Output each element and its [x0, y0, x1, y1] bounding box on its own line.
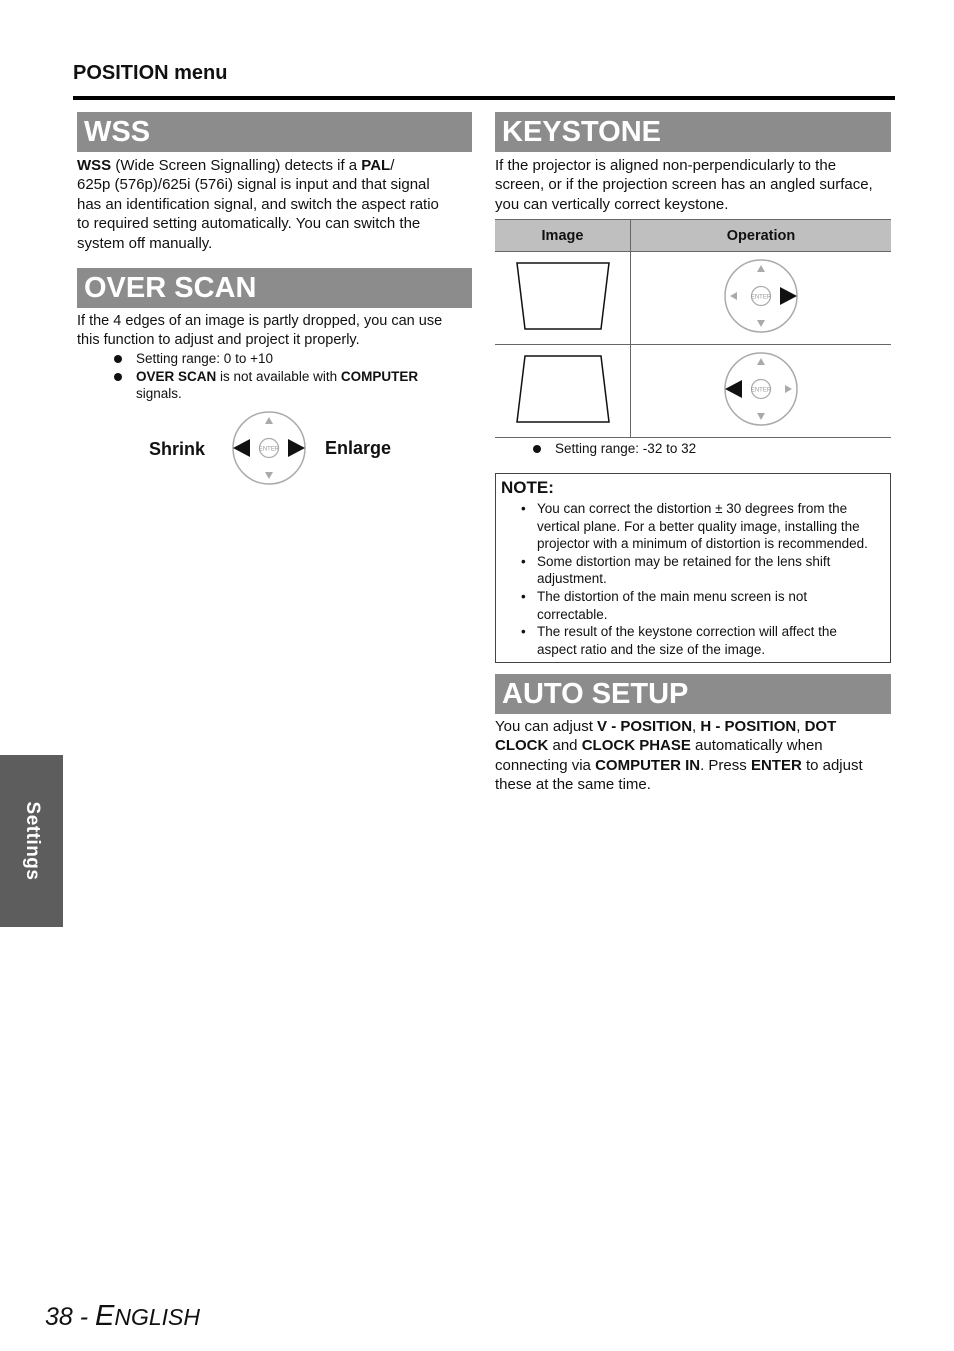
bullet-dot-icon — [533, 445, 541, 453]
list-item: • The distortion of the main menu screen is not correctable. — [521, 588, 808, 622]
over-scan-section-title: OVER SCAN — [77, 268, 472, 308]
keystone-section-title: KEYSTONE — [495, 112, 891, 152]
page-number: 38 - — [45, 1303, 96, 1331]
note-title: NOTE: — [501, 478, 554, 497]
note-item: The distortion of the main menu screen is not correctable. — [537, 588, 808, 622]
note-item: The result of the keystone correction will affect the aspect ratio and the size of the image. — [537, 624, 837, 657]
list-item: • Some distortion may be retained for the lens shift adjustment. — [521, 553, 831, 587]
wss-description: WSS (Wide Screen Signalling) detects if a PAL/ 625p (576p)/625i (576i) signal is input and that signal has an identification signal, and switch the aspect ratio to required setting automatically. You can switch the system off manually. — [77, 157, 439, 252]
over-scan-range: Setting range: 0 to +10 — [136, 351, 273, 366]
svg-text:ENTER: ENTER — [750, 294, 772, 300]
bullet-dot-icon — [114, 373, 122, 381]
keystone-table — [495, 219, 891, 438]
list-item — [114, 350, 464, 368]
keystone-image-top-wide — [495, 252, 631, 345]
column-header-image: Image — [495, 220, 631, 252]
enlarge-label: Enlarge — [325, 438, 392, 458]
settings-side-tab — [0, 755, 63, 927]
table-header-row — [495, 220, 891, 252]
bold-term: V - POSITION — [597, 718, 693, 735]
bullet-dot-icon — [114, 355, 122, 363]
list-item: • The result of the keystone correction will affect the aspect ratio and the size of the image. — [521, 624, 837, 657]
auto-setup-section-title: AUTO SETUP — [495, 674, 891, 714]
trapezoid-bottom-wide-icon — [513, 352, 613, 426]
trapezoid-top-wide-icon — [513, 259, 613, 333]
keystone-intro: If the projector is aligned non-perpendicularly to the screen, or if the projection screen has an angled surface, you can vertically correct keystone. — [495, 157, 873, 213]
wss-section-title: WSS — [77, 112, 472, 152]
footer-lang-initial: E — [95, 1300, 115, 1332]
table-row — [495, 252, 891, 345]
enter-dpad-left-icon — [718, 349, 804, 429]
footer-lang-rest: NGLISH — [114, 1304, 201, 1330]
auto-setup-description: You can adjust V - POSITION, H - POSITION, DOT CLOCK and CLOCK PHASE automatically when connecting via COMPUTER IN. Press ENTER to adjust these at the same time. — [495, 718, 863, 794]
list-item: • You can correct the distortion ± 30 degrees from the vertical plane. For a better quality image, installing the projector with a minimum of distortion is recommended. — [521, 501, 868, 552]
bold-term: CLOCK PHASE — [581, 737, 691, 755]
enter-dpad-icon — [226, 408, 312, 493]
note-item: You can correct the distortion ± 30 degrees from the vertical plane. For a better quality image, installing the projector with a minimum of distortion is recommended. — [537, 501, 868, 552]
svg-text:ENTER: ENTER — [750, 387, 772, 393]
page-footer — [45, 1300, 200, 1333]
bold-term: H - POSITION — [700, 718, 797, 735]
over-scan-intro: If the 4 edges of an image is partly dropped, you can use this function to adjust and project it properly. — [77, 313, 443, 349]
column-header-operation: Operation — [631, 220, 892, 252]
over-scan-bullets — [114, 350, 464, 403]
note-box — [495, 473, 891, 663]
bold-term: COMPUTER — [340, 368, 419, 384]
keystone-image-bottom-wide — [495, 345, 631, 438]
side-tab-label: Settings — [21, 801, 43, 881]
over-scan-note: OVER SCAN is not available with COMPUTER signals. — [136, 368, 419, 401]
bold-term: COMPUTER IN — [595, 756, 701, 774]
page-header-title: POSITION menu — [73, 62, 228, 84]
bold-term: PAL — [361, 157, 391, 174]
bold-term: OVER SCAN — [136, 368, 217, 384]
bold-term: DOT CLOCK — [495, 718, 837, 755]
keystone-operation-right — [631, 252, 892, 345]
keystone-bullets — [533, 440, 883, 458]
header-rule — [73, 96, 895, 100]
note-item: Some distortion may be retained for the lens shift adjustment. — [537, 553, 831, 587]
shrink-label: Shrink — [149, 439, 206, 459]
list-item — [114, 368, 464, 403]
bold-term: ENTER — [750, 756, 802, 774]
bold-term: WSS — [77, 157, 112, 174]
list-item — [533, 440, 883, 458]
keystone-operation-left — [631, 345, 892, 438]
svg-text:ENTER: ENTER — [258, 446, 280, 453]
table-row — [495, 345, 891, 438]
note-list — [518, 500, 888, 658]
enter-dpad-right-icon — [718, 256, 804, 336]
keystone-range: Setting range: -32 to 32 — [555, 441, 697, 456]
